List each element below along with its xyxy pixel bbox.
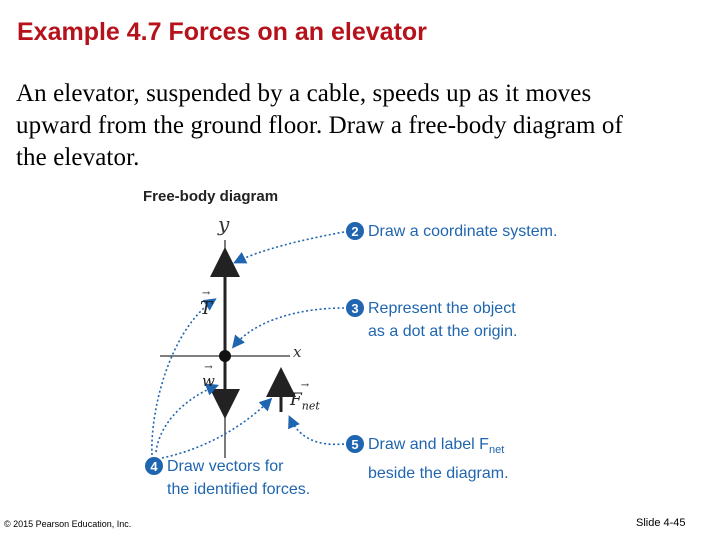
problem-line: upward from the ground floor. Draw a free-body diagram of (16, 112, 623, 139)
step-number-badge: 2 (346, 222, 364, 240)
slide-number: Slide 4-45 (636, 517, 686, 529)
step-subscript: net (488, 444, 505, 457)
step-text: the identified forces. (167, 481, 311, 498)
vector-arrow-icon: → (201, 288, 211, 299)
step-text: as a dot at the origin. (368, 323, 518, 340)
step-number-badge: 3 (346, 299, 364, 317)
leader-step-4-c (162, 400, 270, 458)
leader-step-5 (290, 418, 344, 444)
step-text: Draw and label F (368, 436, 489, 453)
tension-label: → T (200, 288, 213, 319)
leader-step-2 (236, 232, 344, 262)
step-text: beside the diagram. (368, 465, 509, 483)
x-axis-label: x (293, 343, 302, 361)
object-dot (219, 350, 231, 362)
leader-step-3 (234, 308, 344, 346)
step-number-badge: 4 (145, 457, 163, 475)
y-axis-label: y (218, 212, 230, 236)
step-text: Draw a coordinate system. (368, 223, 558, 240)
step-number-badge: 5 (346, 435, 364, 453)
copyright-notice: © 2015 Pearson Education, Inc. (4, 519, 132, 529)
weight-label: → w (202, 362, 215, 390)
vector-arrow-icon: → (204, 362, 213, 373)
net-force-label: → $F_{net}$ (290, 380, 320, 413)
step-3-annotation (346, 297, 517, 343)
step-4-annotation (145, 455, 310, 501)
problem-line: An elevator, suspended by a cable, speeds up as it moves (16, 80, 592, 107)
diagram-heading: Free-body diagram (143, 188, 279, 205)
slide-title: Example 4.7 Forces on an elevator (17, 18, 427, 46)
step-text: Represent the object (368, 300, 516, 317)
step-5-annotation (346, 433, 509, 485)
vector-arrow-icon: → (300, 380, 310, 391)
problem-line: the elevator. (16, 144, 140, 171)
leader-step-4-b (156, 386, 216, 452)
step-text: Draw vectors for (167, 458, 284, 475)
step-2-annotation (346, 220, 557, 243)
